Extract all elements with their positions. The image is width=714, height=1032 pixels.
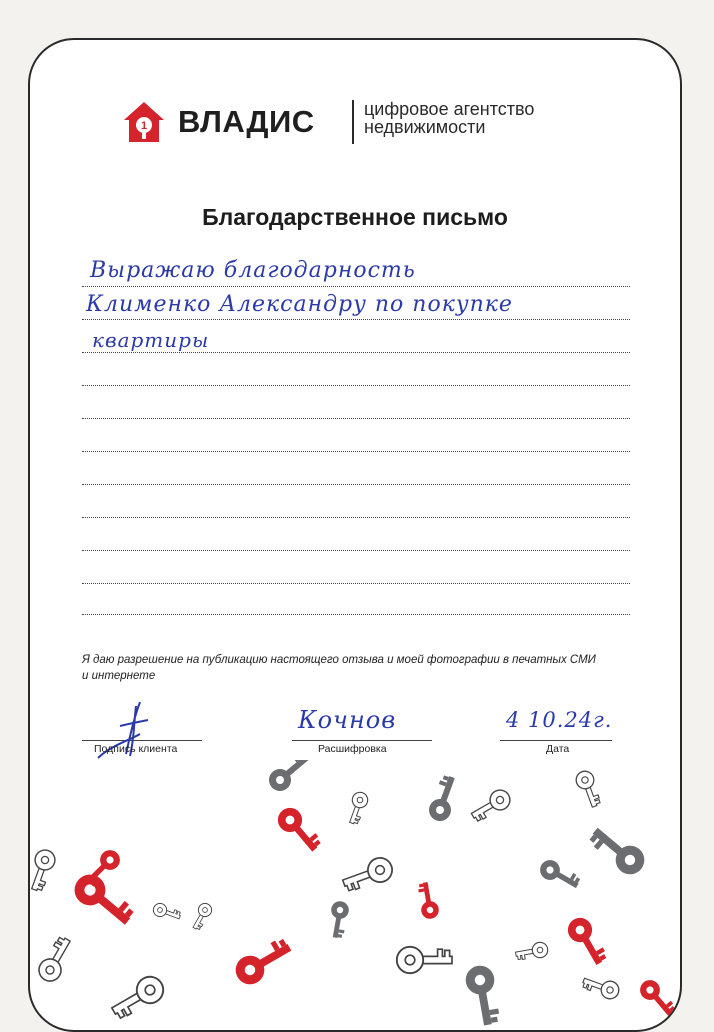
key-icon [416, 881, 440, 920]
writing-line [82, 614, 630, 615]
key-icon [574, 769, 603, 810]
key-icon [35, 934, 77, 985]
key-icon [563, 913, 609, 969]
key-icon [468, 786, 514, 824]
key-icon [581, 972, 622, 1001]
key-icon [30, 847, 58, 893]
writing-line [82, 550, 630, 551]
date-line [500, 740, 612, 741]
writing-line [82, 319, 630, 320]
key-icon [536, 856, 582, 894]
writing-line [82, 286, 630, 287]
key-icon [636, 976, 678, 1020]
tagline-line-2: недвижимости [364, 117, 486, 137]
brand-logo [122, 100, 622, 160]
writing-line [82, 418, 630, 419]
decipher-label: Расшифровка [318, 743, 387, 755]
writing-line [82, 451, 630, 452]
key-icon [107, 972, 168, 1022]
key-icon [152, 902, 182, 924]
brand-tagline [364, 100, 534, 136]
letter-title: Благодарственное письмо [202, 204, 508, 230]
writing-line [82, 583, 630, 584]
key-icon [273, 803, 324, 857]
tagline-line-1: цифровое агентство [364, 99, 535, 119]
decipher-handwriting: Кочнов [298, 706, 397, 734]
key-icon [586, 820, 650, 880]
handwritten-line-2: Клименко Александру по покупке [86, 292, 513, 317]
key-icon [344, 790, 369, 826]
client-signature [90, 696, 160, 766]
key-icon [340, 854, 396, 894]
key-icon [68, 868, 137, 933]
writing-line [82, 517, 630, 518]
consent-text: Я даю разрешение на публикацию настоящего отзыва и моей фотографии в печатных СМИ и интернете [82, 654, 596, 682]
key-icon [326, 900, 350, 939]
keys-pattern [30, 760, 680, 1030]
logo-divider [352, 100, 354, 144]
key-icon [515, 941, 549, 962]
letter-card [28, 38, 682, 1032]
key-icon [463, 963, 502, 1027]
key-icon [426, 773, 462, 824]
client-signature-label: Подпись клиента [94, 743, 178, 755]
decipher-line [292, 740, 432, 741]
house-logo-icon [122, 100, 166, 144]
date-label: Дата [546, 743, 570, 755]
key-icon [189, 901, 214, 932]
key-icon [265, 760, 314, 795]
writing-line [82, 484, 630, 485]
key-icon [397, 947, 452, 973]
brand-name: ВЛАДИС [178, 104, 315, 139]
date-handwriting: 4 10.24г. [506, 708, 613, 732]
logo-digit: 1 [140, 120, 148, 132]
handwritten-line-1: Выражаю благодарность [90, 258, 416, 283]
handwritten-line-3: квартиры [92, 328, 210, 352]
key-icon [230, 935, 296, 990]
writing-line [82, 352, 630, 353]
writing-line [82, 385, 630, 386]
